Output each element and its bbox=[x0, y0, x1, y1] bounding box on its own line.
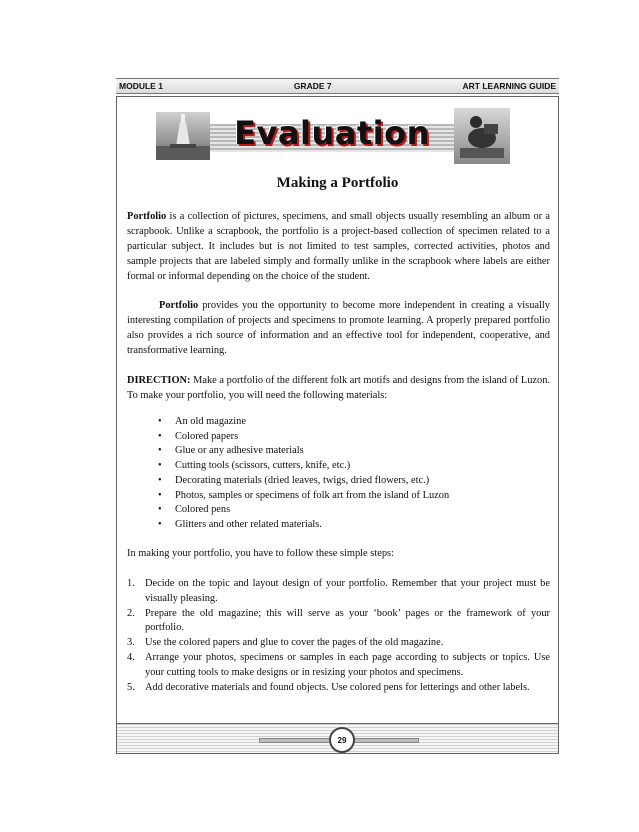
guide-label: ART LEARNING GUIDE bbox=[462, 81, 556, 91]
step-text: Prepare the old magazine; this will serve as your ‘book’ pages or the framework of your portfolio. bbox=[145, 607, 550, 634]
direction-text: Make a portfolio of the different folk art motifs and designs from the island of Luzon. To make your portfolio, you will need the following materials: bbox=[127, 375, 550, 401]
step-text: Use the colored papers and glue to cover the pages of the old magazine. bbox=[145, 637, 444, 649]
list-item: • Colored papers bbox=[158, 430, 449, 445]
monument-photo bbox=[156, 112, 210, 160]
steps-intro: In making your portfolio, you have to follow these simple steps: bbox=[127, 548, 394, 559]
evaluation-banner bbox=[156, 108, 510, 164]
portfolio-term: Portfolio bbox=[127, 211, 167, 222]
step-item bbox=[127, 636, 550, 651]
definition-text: is a collection of pictures, specimens, and small objects usually resembling an album or a scrapbook. Unlike a scrapbook, the portfolio is a project-based collection of specimen related to a particular subject. It includes but is not limited to test samples, corrected activities, photos and sample projects that are labeled simply and formally unlike in the scrapbook where labels are either formal or informal depending on the choice of the student. bbox=[127, 211, 550, 282]
step-text: Decide on the topic and layout design of your portfolio. Remember that your project must be visually pleasing. bbox=[145, 578, 550, 604]
benefits-text: provides you the opportunity to become more independent in creating a visually interesting compilation of projects and specimens to promote learning. A properly prepared portfolio also provides a rich source of information and an effective tool for independent, cooperative, and transformative learning. bbox=[127, 300, 550, 356]
direction-label: DIRECTION: bbox=[127, 375, 191, 386]
list-item: • Decorating materials (dried leaves, twigs, dried flowers, etc.) bbox=[158, 474, 449, 489]
step-number: 4. bbox=[127, 651, 135, 663]
step-number: 3. bbox=[127, 637, 135, 649]
sculpture-photo bbox=[454, 108, 510, 164]
list-item: • Glitters and other related materials. bbox=[158, 518, 449, 533]
step-number: 2. bbox=[127, 607, 135, 619]
materials-list bbox=[158, 415, 449, 533]
step-item bbox=[127, 607, 550, 637]
direction-paragraph bbox=[127, 373, 550, 403]
list-item: • Photos, samples or specimens of folk art from the island of Luzon bbox=[158, 489, 449, 504]
step-text: Arrange your photos, specimens or samples in each page according to subjects or topics. Use your cutting tools to make designs or in resizing your photos and specimens. bbox=[145, 651, 550, 678]
steps-list bbox=[127, 577, 550, 695]
list-item: • Colored pens bbox=[158, 503, 449, 518]
banner-title: Evaluation bbox=[234, 114, 430, 152]
portfolio-benefits-paragraph bbox=[127, 298, 550, 358]
step-text: Add decorative materials and found objects. Use colored pens for letterings and other labels. bbox=[145, 681, 530, 693]
step-number: 5. bbox=[127, 681, 135, 693]
step-number: 1. bbox=[127, 578, 135, 589]
page-footer bbox=[116, 724, 559, 754]
portfolio-definition-paragraph bbox=[127, 209, 550, 284]
page-number: 29 bbox=[329, 727, 355, 753]
module-label: MODULE 1 bbox=[119, 81, 163, 91]
portfolio-term: Portfolio bbox=[159, 300, 199, 311]
step-item bbox=[127, 577, 550, 607]
step-item bbox=[127, 681, 550, 696]
page-header bbox=[116, 78, 559, 94]
list-item: • An old magazine bbox=[158, 415, 449, 430]
step-item bbox=[127, 651, 550, 681]
list-item: • Glue or any adhesive materials bbox=[158, 444, 449, 459]
list-item: • Cutting tools (scissors, cutters, knife, etc.) bbox=[158, 459, 449, 474]
grade-label: GRADE 7 bbox=[293, 81, 332, 91]
page-title: Making a Portfolio bbox=[276, 175, 399, 191]
